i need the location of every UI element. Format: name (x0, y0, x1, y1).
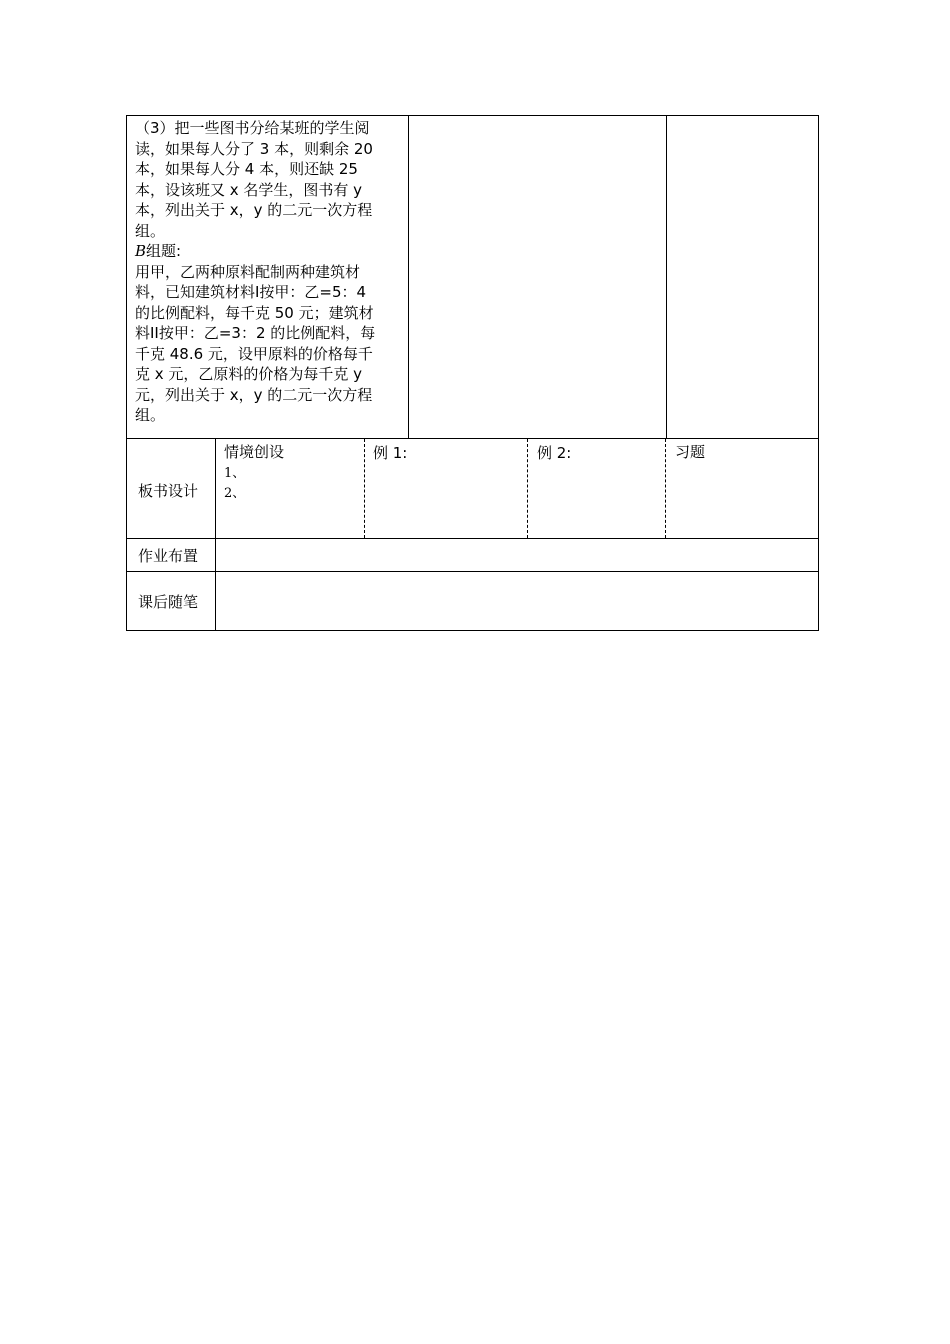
homework-label: 作业布置 (138, 547, 199, 565)
example-2-label: 例 2: (537, 444, 572, 462)
group-b-line: 元，列出关于 x，y 的二元一次方程 (135, 385, 373, 404)
group-b-line: 料II按甲：乙=3：2 的比例配料，每 (135, 324, 376, 342)
table-border-left (126, 115, 127, 631)
board-design-label: 板书设计 (138, 482, 199, 500)
table-border-bottom (126, 630, 819, 631)
problem-3-line: 组。 (135, 221, 166, 240)
problem-3-text (135, 118, 375, 426)
problem-3-line: 读，如果每人分了 3 本，则剩余 20 (135, 139, 373, 158)
situation-item: 2、 (224, 486, 246, 501)
situation-title: 情境创设 (224, 443, 285, 461)
group-b-letter: B (135, 242, 147, 260)
problem-3-line: （3）把一些图书分给某班的学生阅 (135, 119, 370, 137)
homework-content-cell[interactable] (216, 539, 818, 571)
situation-item: 1、 (224, 466, 246, 481)
after-class-notes-cell[interactable] (216, 572, 818, 630)
row1-divider-a (408, 115, 409, 439)
group-b-line: 料，已知建筑材料I按甲：乙=5：4 (135, 283, 367, 301)
problem-3-line: 本，如果每人分 4 本，则还缺 25 (135, 160, 358, 178)
table-border-top (126, 115, 819, 116)
table-border-right (818, 115, 819, 631)
row-divider-1 (126, 438, 819, 439)
lesson-plan-table (126, 115, 819, 631)
group-b-line: 组。 (135, 406, 166, 424)
group-b-line: 的比例配料，每千克 50 元；建筑材 (135, 303, 374, 322)
exercises-label: 习题 (675, 443, 706, 461)
group-b-line: 千克 48.6 元，设甲原料的价格每千 (135, 344, 373, 363)
board-divider-1 (364, 439, 365, 538)
group-b-line: 克 x 元，乙原料的价格为每千克 y (135, 365, 363, 383)
group-b-heading (135, 241, 375, 262)
group-b-line: 用甲，乙两种原料配制两种建筑材 (135, 262, 361, 281)
row1-divider-b (666, 115, 667, 439)
board-divider-2 (527, 439, 528, 538)
group-b-heading-text: 组题: (146, 242, 182, 260)
problem-3-line: 本，列出关于 x，y 的二元一次方程 (135, 201, 373, 219)
board-divider-3 (665, 439, 666, 538)
example-1-label: 例 1: (373, 444, 408, 462)
problem-3-line: 本，设该班又 x 名学生，图书有 y (135, 180, 363, 199)
after-class-notes-label: 课后随笔 (138, 593, 199, 611)
